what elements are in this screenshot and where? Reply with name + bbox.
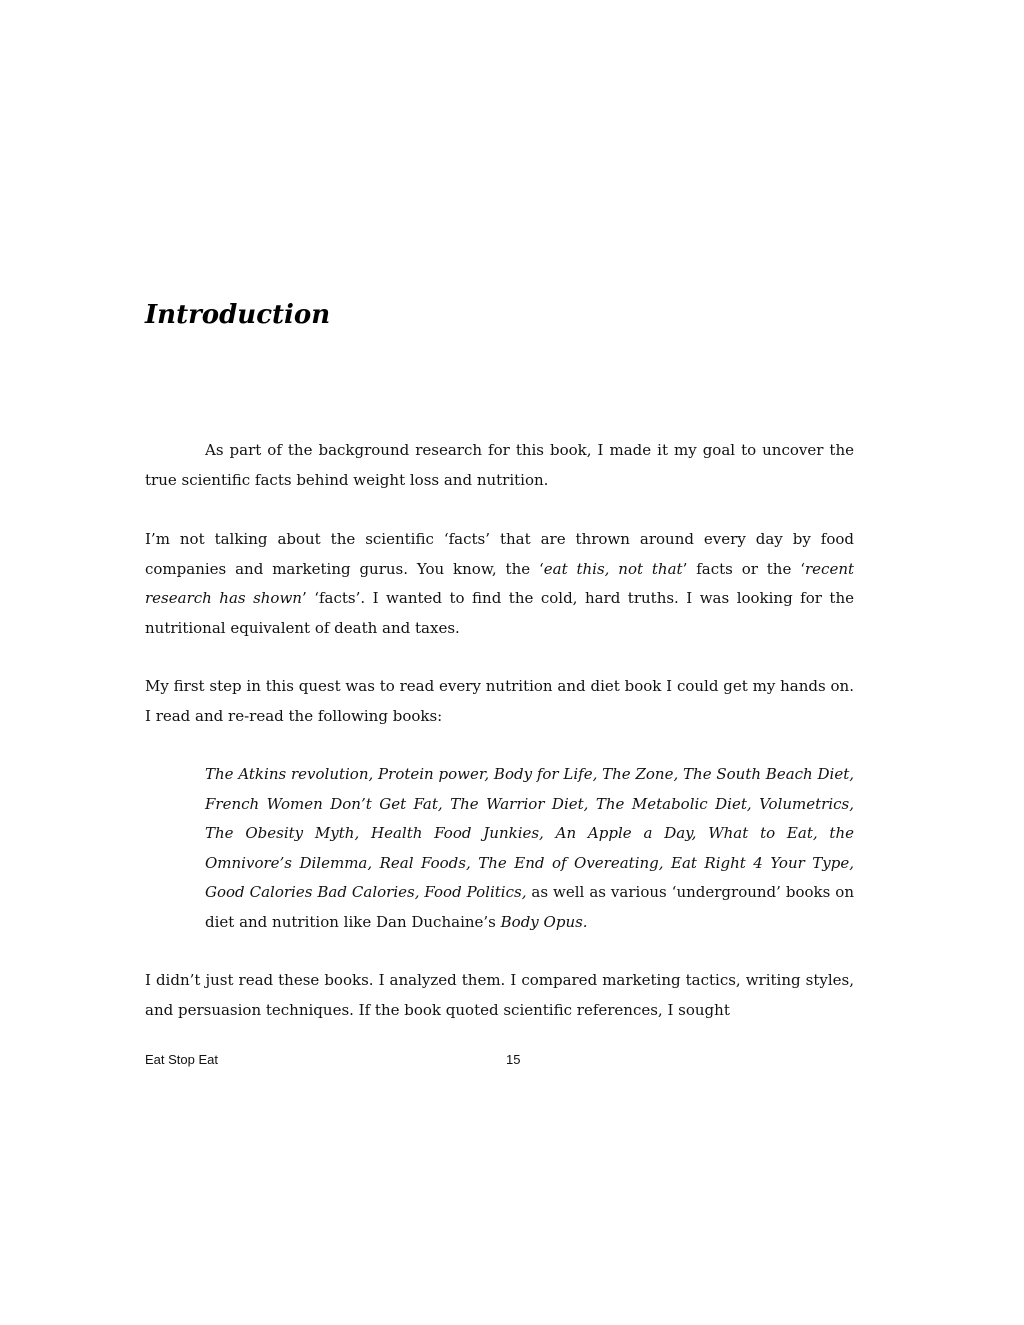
italic-phrase: eat this, not that bbox=[543, 559, 683, 578]
book-title-body-opus: Body Opus. bbox=[500, 912, 588, 931]
footer-page-number: 15 bbox=[506, 1052, 521, 1067]
paragraph-text: ’ ‘facts’. I wanted to find the cold, hard truths. I was looking for the nutritional equivalent of death and taxes. bbox=[145, 589, 854, 637]
book-list-quote bbox=[205, 760, 854, 937]
chapter-heading: Introduction bbox=[145, 300, 331, 330]
book-list-text: as well as various ‘underground’ books on diet and nutrition like Dan Duchaine’s bbox=[205, 883, 854, 931]
paragraph-text: I’m not talking about the scientific ‘facts’ that are thrown around every day by food companies and marketing gurus. You know, the ‘ bbox=[145, 530, 854, 578]
italic-phrase: recent research has shown bbox=[145, 559, 855, 607]
paragraph-analysis: I didn’t just read these books. I analyzed them. I compared marketing tactics, writing styles, and persuasion techniques. If the book quoted scientific references, I sought bbox=[145, 971, 854, 1019]
paragraph-first-step: My first step in this quest was to read every nutrition and diet book I could get my hands on. I read and re-read the following books: bbox=[145, 677, 854, 725]
book-titles: The Atkins revolution, Protein power, Body for Life, The Zone, The South Beach Diet, French Women Don’t Get Fat, The Warrior Diet, The Metabolic Diet, Volumetrics, The Obesity Myth, Health Food Junkies, An Apple a Day, What to Eat, the Omnivore’s Dilemma, Real Foods, The End of Overeating, Eat Right 4 Your Type, Good Calories Bad Calories, Food Politics, bbox=[205, 765, 854, 901]
paragraph-text: ’ facts or the ‘ bbox=[682, 559, 805, 578]
footer-book-title: Eat Stop Eat bbox=[145, 1052, 218, 1067]
paragraph-research-goal: As part of the background research for this book, I made it my goal to uncover the true scientific facts behind weight loss and nutrition. bbox=[145, 441, 854, 489]
paragraph-scientific-facts bbox=[145, 525, 854, 643]
